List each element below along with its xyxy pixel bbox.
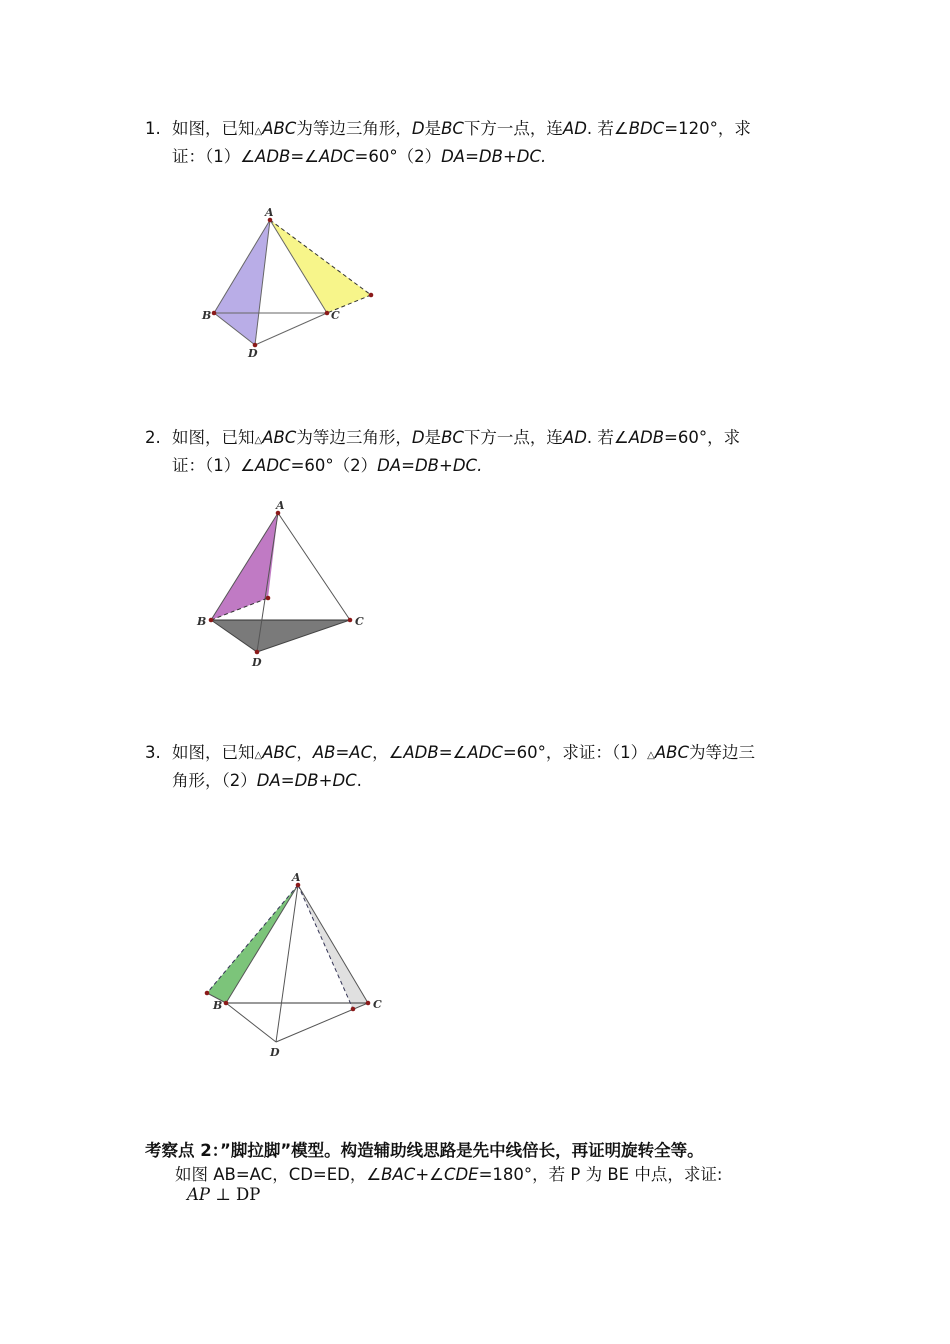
math-text: DB [414,456,439,475]
figure-2 [190,495,390,675]
plain-text: + [502,147,517,166]
plain-text: 是 [424,428,442,447]
section-title: 考察点 2：”脚拉脚”模型。构造辅助线思路是先中线倍长，再证明旋转全等。 [145,1141,704,1160]
math-text: DC [332,771,357,790]
goal-perp-dp: ⊥ DP [210,1185,261,1204]
plain-text: =∠ [438,743,468,762]
point-b [212,311,217,316]
point-e [266,596,271,601]
plain-text: = [401,456,415,475]
problem-number: 1. [145,119,161,138]
math-text: ADC [467,743,503,762]
problem-2 [145,425,815,478]
problem-text [172,425,815,478]
label-a: A [265,206,274,219]
plain-text: △ [254,126,263,137]
point-b [209,618,214,623]
label-d: D [270,1046,280,1059]
dashed-segment-ae [207,885,298,993]
label-c: C [373,998,382,1011]
problem-text [172,740,815,793]
math-text: . [541,147,547,166]
plain-text: + [439,456,453,475]
math-text: DA [377,456,402,475]
plain-text: ，∠ [372,743,404,762]
math-text: ADB [255,147,291,166]
segment-ab [226,885,298,1003]
problem-number: 3. [145,743,161,762]
math-text: BDC [628,119,665,138]
problem-1 [145,116,815,169]
plain-text: . 若∠ [586,428,629,447]
plain-text: 为等边三 [689,743,756,762]
plain-text: 下方一点，连 [463,119,563,138]
plain-text: =180°，若 P 为 BE 中点，求证: [478,1165,723,1184]
plain-text: 如图 AB=AC，CD=ED，∠ [175,1165,382,1184]
point-c [348,618,353,623]
math-text: AC [349,743,373,762]
label-c: C [331,309,340,322]
figure-1 [195,200,395,365]
problem-number: 2. [145,428,161,447]
plain-text: + [318,771,333,790]
plain-text: = [335,743,350,762]
point-c [325,311,330,316]
plain-text: . 若∠ [586,119,629,138]
goal-ap: AP [187,1185,211,1204]
problem-text [172,116,815,169]
plain-text: ， [296,743,313,762]
label-b: B [197,615,207,628]
point-e [205,991,210,996]
math-text: BAC [381,1165,416,1184]
plain-text: △ [647,750,655,761]
plain-text: 如图，已知 [172,743,255,762]
point-b [224,1001,229,1006]
plain-text: 为等边三角形， [296,428,412,447]
plain-text: =∠ [290,147,319,166]
segment-dc [255,313,327,345]
math-text: D [411,119,425,138]
math-text: DC [516,147,541,166]
plain-text: △ [254,435,263,446]
label-c: C [355,615,364,628]
plain-text: +∠ [415,1165,444,1184]
plain-text: = [280,771,295,790]
label-d: D [248,347,258,360]
plain-text: =60°（2） [290,456,378,475]
segment-ac [298,885,368,1003]
plain-text: 角形，（2） [172,771,257,790]
plain-text: 为等边三角形， [296,119,412,138]
math-text: DA [256,771,281,790]
label-a: A [292,871,301,884]
shaded-triangle-bdc [211,620,350,652]
plain-text: 是 [424,119,442,138]
shaded-triangle-abd [214,220,270,345]
plain-text: =60°，求证：（1） [502,743,648,762]
math-text: AB [312,743,336,762]
point-extra [369,293,374,298]
plain-text: 如图，已知 [172,119,255,138]
math-text: ADB [628,428,665,447]
problem-3 [145,740,815,793]
plain-text: = [465,147,479,166]
plain-text: =60°（2） [354,147,442,166]
math-text: DB [294,771,319,790]
math-text: DA [441,147,466,166]
section-proof-goal [187,1185,260,1204]
math-text: ABC [262,428,297,447]
plain-text: 证：（1）∠ [172,147,256,166]
point-c [366,1001,371,1006]
math-text: CDE [443,1165,479,1184]
label-a: A [276,499,285,512]
math-text: ADC [318,147,355,166]
math-text: ABC [262,119,297,138]
math-text: AD [562,428,587,447]
plain-text: △ [254,750,263,761]
label-d: D [252,656,262,669]
math-text: DB [478,147,503,166]
math-text: AD [562,119,587,138]
label-b: B [202,309,212,322]
math-text: ADC [255,456,291,475]
shaded-triangle-acx [270,220,371,313]
math-text: BC [441,428,464,447]
math-text: BC [441,119,464,138]
math-text: D [411,428,425,447]
segment-ac [278,513,350,620]
point-d [255,650,260,655]
math-text: ABC [654,743,690,762]
plain-text: =120°，求 [664,119,751,138]
plain-text: =60°，求 [664,428,741,447]
math-text: . [477,456,483,475]
plain-text: 下方一点，连 [463,428,563,447]
plain-text: 如图，已知 [172,428,255,447]
math-text: ADB [403,743,439,762]
figure-3 [195,865,395,1065]
segment-bd [226,1003,276,1042]
point-f [351,1007,356,1012]
math-text: DC [452,456,478,475]
section-problem-text [175,1161,722,1185]
plain-text: . [356,771,362,790]
plain-text: 证：（1）∠ [172,456,256,475]
math-text: ABC [262,743,297,762]
label-b: B [213,999,223,1012]
